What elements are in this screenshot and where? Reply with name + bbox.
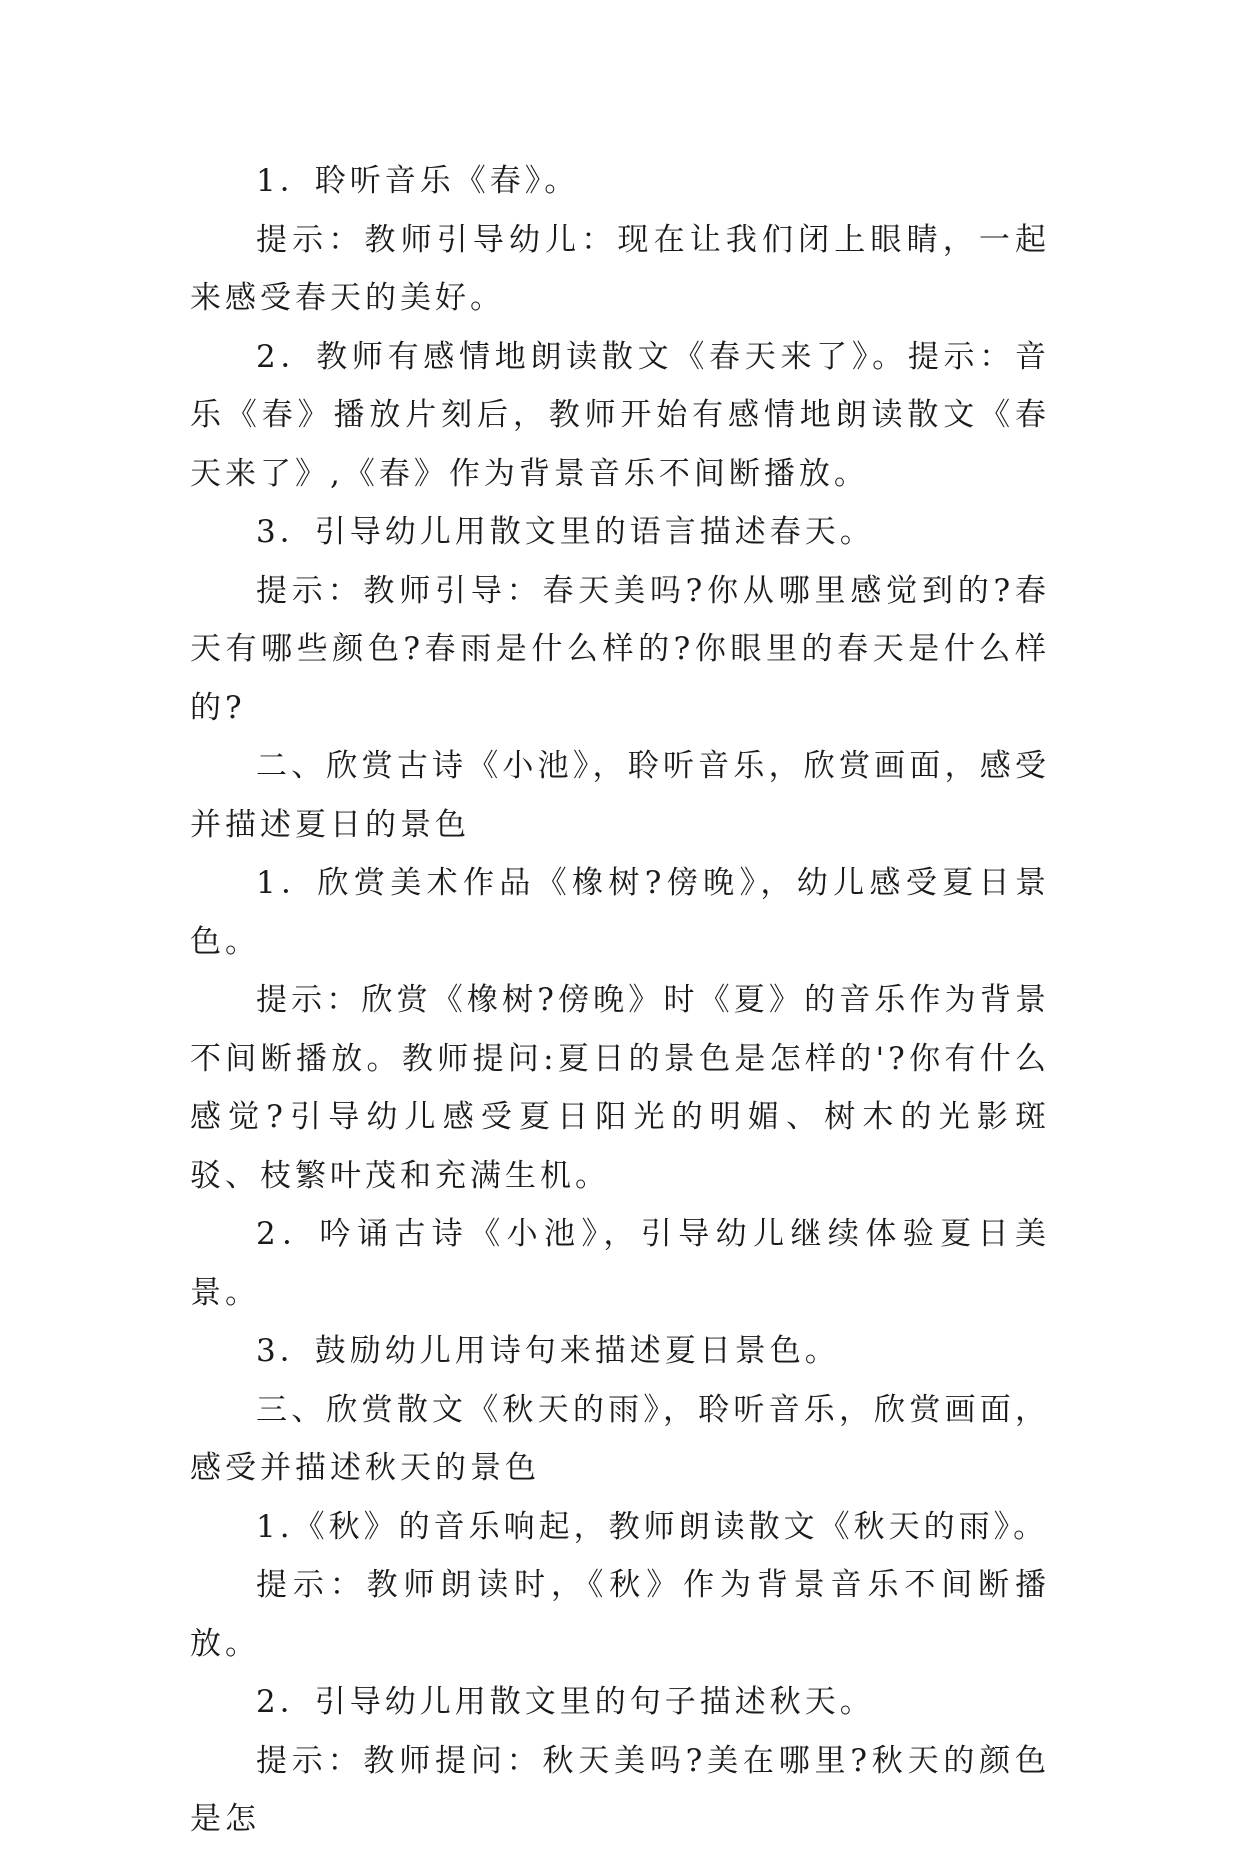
paragraph-8: 提示：欣赏《橡树?傍晚》时《夏》的音乐作为背景不间断播放。教师提问:夏日的景色是怎样的'?你有什么感觉?引导幼儿感受夏日阳光的明媚、树木的光影斑驳、枝繁叶茂和充满生机。: [190, 982, 1050, 1194]
paragraph-12: 1.《秋》的音乐响起，教师朗读散文《秋天的雨》。: [256, 1508, 1049, 1545]
paragraph-4: 3．引导幼儿用散文里的语言描述春天。: [256, 514, 875, 550]
paragraph-15: 提示：教师提问：秋天美吗?美在哪里?秋天的颜色是怎: [190, 1742, 1050, 1837]
document-body: [190, 152, 1050, 1849]
paragraph-1: 1．聆听音乐《春》。: [256, 163, 580, 199]
paragraph-9: 2．吟诵古诗《小池》，引导幼儿继续体验夏日美景。: [190, 1216, 1050, 1311]
paragraph-2: 提示：教师引导幼儿：现在让我们闭上眼睛，一起来感受春天的美好。: [190, 221, 1050, 316]
paragraph-14: 2．引导幼儿用散文里的句子描述秋天。: [256, 1684, 875, 1720]
paragraph-7: 1．欣赏美术作品《橡树?傍晚》，幼儿感受夏日景色。: [190, 865, 1050, 960]
paragraph-10: 3．鼓励幼儿用诗句来描述夏日景色。: [256, 1333, 840, 1369]
paragraph-13: 提示：教师朗读时，《秋》作为背景音乐不间断播放。: [190, 1567, 1050, 1662]
paragraph-5: 提示：教师引导：春天美吗?你从哪里感觉到的?春天有哪些颜色?春雨是什么样的?你眼里的春天是什么样的?: [190, 572, 1050, 726]
paragraph-3: 2．教师有感情地朗读散文《春天来了》。提示：音乐《春》播放片刻后，教师开始有感情地朗读散文《春天来了》,《春》作为背景音乐不间断播放。: [190, 338, 1050, 492]
section-heading-autumn: 三、欣赏散文《秋天的雨》，聆听音乐，欣赏画面，感受并描述秋天的景色: [190, 1391, 1050, 1486]
section-heading-summer: 二、欣赏古诗《小池》，聆听音乐，欣赏画面，感受并描述夏日的景色: [190, 748, 1050, 843]
